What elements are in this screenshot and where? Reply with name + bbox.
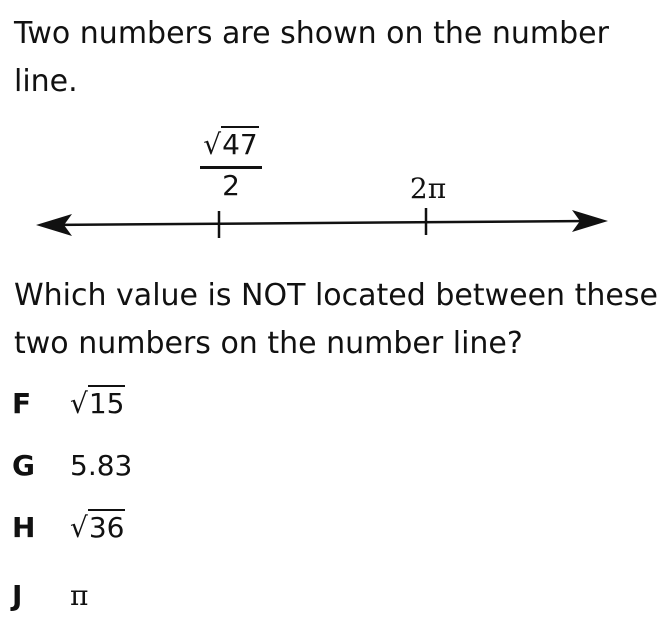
choice-letter: G [12, 449, 35, 482]
choice-letter: F [12, 387, 32, 420]
radicand: 15 [88, 387, 125, 420]
question-prompt: Which value is NOT located between these two numbers on the number line? [14, 278, 658, 361]
choice-value [70, 382, 125, 426]
radical-sign: √ [203, 128, 222, 161]
choice-f[interactable] [12, 382, 312, 426]
choice-value: π [70, 579, 89, 612]
radicand: 36 [88, 511, 125, 544]
radical-sign: √ [70, 387, 88, 420]
choice-g[interactable] [12, 444, 312, 488]
choice-h[interactable] [12, 506, 312, 550]
number-line [30, 118, 620, 248]
radicand: 47 [222, 128, 258, 161]
choice-letter: J [12, 579, 23, 612]
question-intro: Two numbers are shown on the number line. [14, 16, 609, 99]
fraction-numerator [203, 128, 258, 162]
number-line-axis [44, 221, 590, 225]
choice-letter: H [12, 511, 36, 544]
choice-j[interactable] [12, 574, 312, 618]
number-line-graphic [30, 118, 620, 248]
choice-value [70, 506, 125, 550]
label-2pi: 2π [409, 172, 447, 205]
radical-sign: √ [70, 511, 88, 544]
fraction-denominator: 2 [222, 169, 240, 202]
choice-value: 5.83 [70, 449, 133, 482]
label-sqrt47-over-2 [186, 128, 276, 201]
